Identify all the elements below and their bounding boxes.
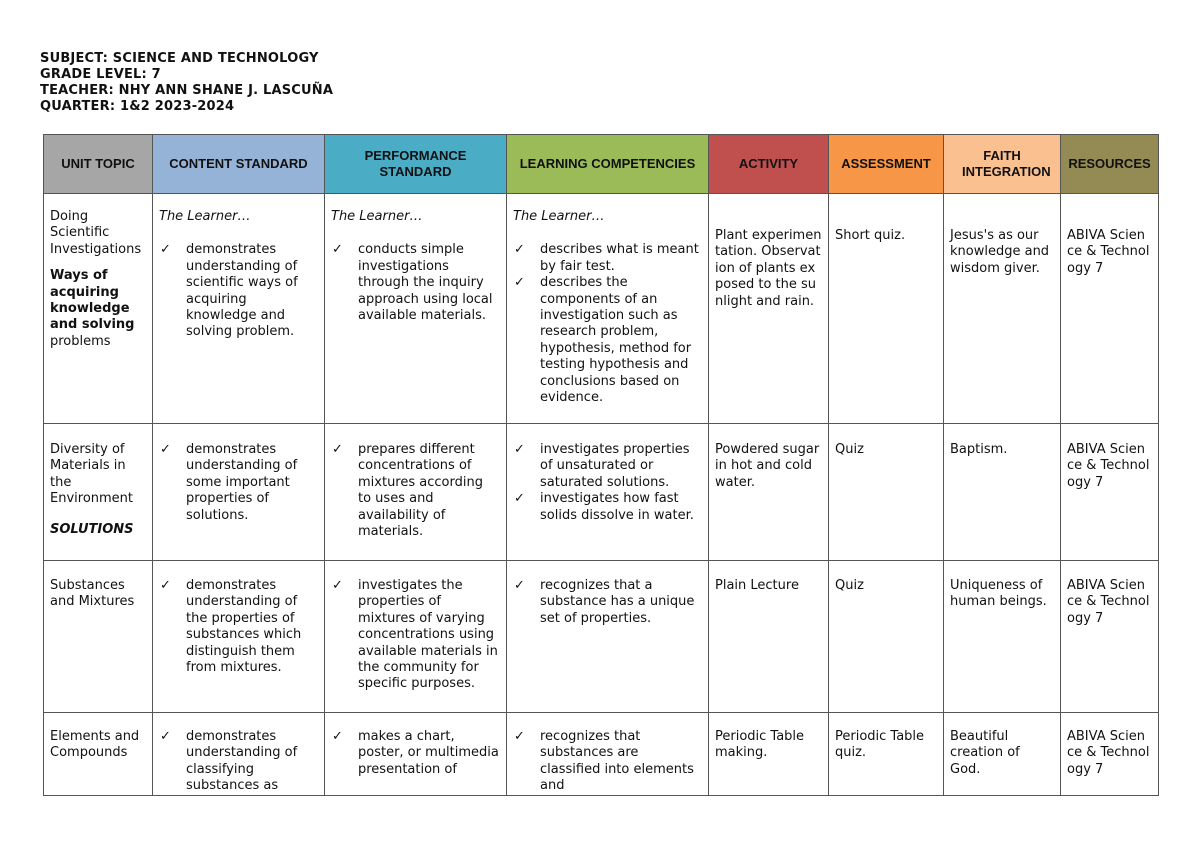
assessment-cell	[829, 561, 944, 713]
assessment-cell	[829, 713, 944, 796]
checkmark-icon: ✓	[514, 275, 525, 291]
assessment-cell	[829, 194, 944, 424]
column-header-assessment: ASSESSMENT	[829, 135, 944, 194]
checkmark-icon: ✓	[160, 729, 171, 744]
faith-integration-cell	[944, 424, 1061, 561]
learning-competencies-cell	[507, 713, 709, 796]
table-row	[44, 194, 1159, 424]
checkmark-icon: ✓	[514, 729, 525, 744]
assessment-cell	[829, 424, 944, 561]
learning-competencies-cell	[507, 424, 709, 561]
unit-topic-cell	[44, 561, 153, 713]
resources-text: ABIVA Science & Technology 7	[1067, 442, 1150, 490]
table-row	[44, 424, 1159, 561]
column-header-learning-competencies: LEARNING COMPETENCIES	[507, 135, 709, 194]
unit-topic-cell	[44, 194, 153, 424]
checkmark-icon: ✓	[514, 491, 525, 507]
list-item: ✓ makes a chart, poster, or multimedia presentation of	[332, 729, 499, 777]
faith-text: Beautiful creation of God.	[950, 729, 1020, 777]
list-item: ✓ investigates properties of unsaturated or saturated solutions.	[514, 442, 690, 490]
activity-text: Periodic Table making.	[715, 729, 805, 761]
assessment-text: Short quiz.	[835, 228, 906, 243]
unit-topic: Doing Scientific Investigations	[50, 209, 142, 257]
checkmark-icon: ✓	[160, 442, 171, 457]
activity-cell	[709, 713, 829, 796]
learner-lead: The Learner…	[513, 209, 605, 224]
list-item: ✓ prepares different concentrations of mixtures according to uses and availability of materials.	[332, 442, 483, 540]
resources-text: ABIVA Science & Technology 7	[1067, 729, 1150, 777]
assessment-text: Periodic Table quiz.	[835, 729, 925, 761]
subject-line: SUBJECT: SCIENCE AND TECHNOLOGY	[40, 51, 319, 66]
table-header-row	[44, 135, 1159, 194]
checkmark-icon: ✓	[332, 242, 343, 258]
unit-topic-cell	[44, 713, 153, 796]
checkmark-icon: ✓	[332, 578, 343, 593]
table-row	[44, 713, 1159, 796]
grade-level-line: GRADE LEVEL: 7	[40, 67, 161, 82]
list-item: ✓ demonstrates understanding of classifying substances as	[160, 729, 298, 794]
quarter-line: QUARTER: 1&2 2023-2024	[40, 99, 235, 114]
performance-standard-cell	[325, 424, 507, 561]
column-header-resources: RESOURCES	[1061, 135, 1159, 194]
checkmark-icon: ✓	[514, 442, 525, 457]
list-item: ✓ demonstrates understanding of scientific ways of acquiring knowledge and solving problem.	[160, 242, 298, 340]
unit-subtopic-tail: problems	[50, 333, 111, 349]
list-item: ✓ investigates how fast solids dissolve in water.	[514, 491, 694, 523]
table-row	[44, 561, 1159, 713]
column-header-activity: ACTIVITY	[709, 135, 829, 194]
content-standard-cell	[153, 561, 325, 713]
column-header-faith-integration: FAITH INTEGRATION	[944, 135, 1061, 194]
teacher-line: TEACHER: NHY ANN SHANE J. LASCUÑA	[40, 83, 334, 98]
list-item: ✓ describes the components of an investigation such as research problem, hypothesis, method for testing hypothesis and conclusions based on evidence.	[514, 275, 692, 406]
checkmark-icon: ✓	[332, 729, 343, 744]
content-standard-cell	[153, 194, 325, 424]
activity-cell	[709, 424, 829, 561]
performance-standard-cell	[325, 194, 507, 424]
resources-cell	[1061, 194, 1159, 424]
checkmark-icon: ✓	[332, 442, 343, 457]
list-item: ✓ describes what is meant by fair test.	[514, 242, 699, 274]
resources-cell	[1061, 424, 1159, 561]
curriculum-map-table	[43, 134, 1159, 796]
unit-topic: Elements and Compounds	[50, 729, 140, 761]
assessment-text: Quiz	[835, 442, 864, 457]
column-header-unit-topic: UNIT TOPIC	[44, 135, 153, 194]
faith-integration-cell	[944, 713, 1061, 796]
faith-text: Jesus's as our knowledge and wisdom giver.	[950, 228, 1050, 276]
resources-text: ABIVA Science & Technology 7	[1067, 228, 1150, 276]
content-standard-cell	[153, 713, 325, 796]
checkmark-icon: ✓	[514, 578, 525, 593]
activity-text: Plant experimentation. Observation of plants exposed to the sunlight and rain.	[715, 228, 822, 309]
resources-cell	[1061, 713, 1159, 796]
list-item: ✓ demonstrates understanding of some important properties of solutions.	[160, 442, 298, 523]
faith-text: Baptism.	[950, 442, 1008, 457]
unit-topic: Diversity of Materials in the Environment	[50, 442, 134, 507]
faith-integration-cell	[944, 194, 1061, 424]
resources-text: ABIVA Science & Technology 7	[1067, 578, 1150, 626]
list-item: ✓ recognizes that a substance has a unique set of properties.	[514, 578, 695, 626]
learner-lead: The Learner…	[331, 209, 423, 224]
faith-text: Uniqueness of human beings.	[950, 578, 1047, 610]
activity-cell	[709, 194, 829, 424]
faith-integration-cell	[944, 561, 1061, 713]
unit-subtopic: SOLUTIONS	[50, 521, 134, 537]
learner-lead: The Learner…	[159, 209, 251, 224]
unit-topic-cell	[44, 424, 153, 561]
performance-standard-cell	[325, 561, 507, 713]
learning-competencies-cell	[507, 194, 709, 424]
checkmark-icon: ✓	[514, 242, 525, 258]
list-item: ✓ demonstrates understanding of the properties of substances which distinguish them from mixtures.	[160, 578, 302, 676]
resources-cell	[1061, 561, 1159, 713]
column-header-content-standard: CONTENT STANDARD	[153, 135, 325, 194]
document-header	[40, 51, 333, 115]
checkmark-icon: ✓	[160, 242, 171, 258]
content-standard-cell	[153, 424, 325, 561]
activity-text: Powdered sugar in hot and cold water.	[715, 442, 820, 490]
list-item: ✓ conducts simple investigations through the inquiry approach using local available materials.	[332, 242, 493, 324]
column-header-performance-standard: PERFORMANCE STANDARD	[325, 135, 507, 194]
checkmark-icon: ✓	[160, 578, 171, 593]
unit-subtopic: Ways of acquiring knowledge and solving	[50, 268, 135, 333]
activity-text: Plain Lecture	[715, 578, 799, 593]
assessment-text: Quiz	[835, 578, 864, 593]
unit-topic: Substances and Mixtures	[50, 578, 135, 610]
learning-competencies-cell	[507, 561, 709, 713]
activity-cell	[709, 561, 829, 713]
performance-standard-cell	[325, 713, 507, 796]
list-item: ✓ investigates the properties of mixtures of varying concentrations using available materials in the community for specific purposes.	[332, 578, 498, 692]
list-item: ✓ recognizes that substances are classified into elements and	[514, 729, 694, 794]
